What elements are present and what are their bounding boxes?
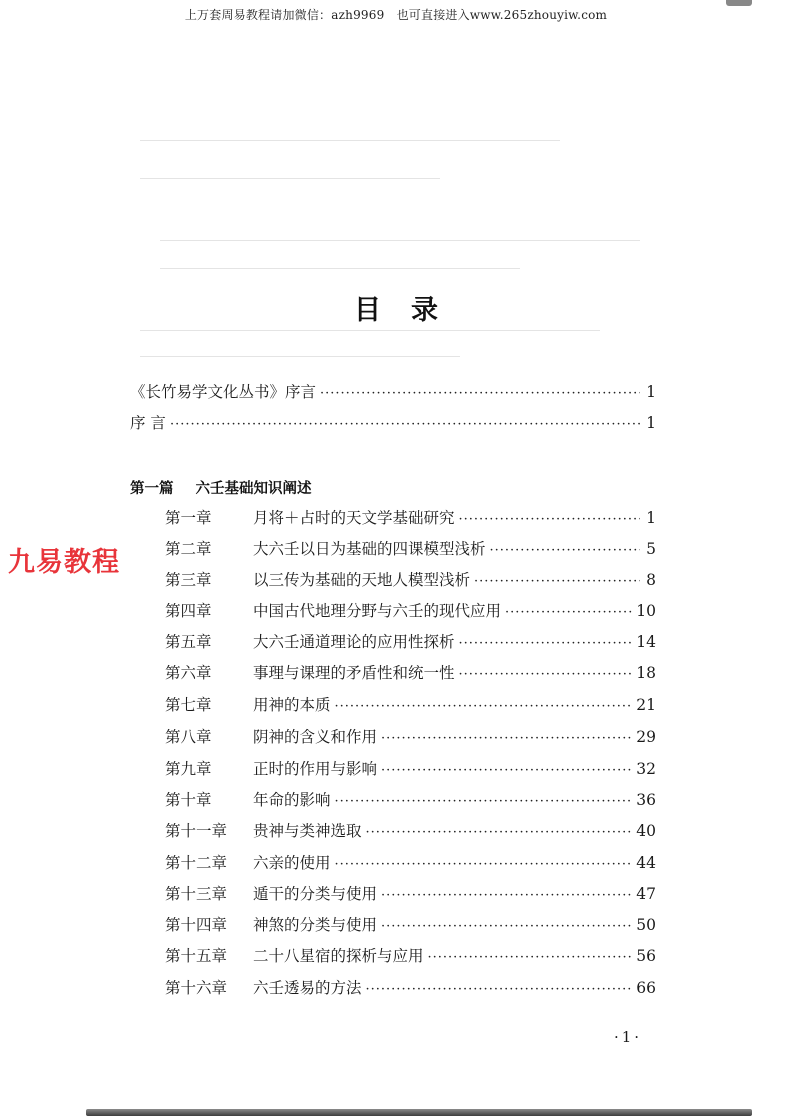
toc-page-number: 18 [636,664,656,682]
toc-label: 《长竹易学文化丛书》序言 [130,383,317,401]
toc-page-number: 1 [646,383,656,401]
bleed-through-line [140,178,440,179]
toc-page-number: 10 [636,602,656,620]
toc-page-number: 66 [636,979,656,997]
chapter-number: 第十一章 [165,822,228,840]
part-title-text: 六壬基础知识阐述 [195,481,312,497]
leader-dots [459,632,633,656]
chapter-number: 第一章 [165,509,212,527]
bleed-through-line [160,240,640,241]
toc-row-chapter[interactable] [165,944,656,968]
leader-dots [335,790,633,814]
leader-dots [366,978,633,1002]
chapter-number: 第八章 [165,728,212,746]
chapter-number: 第十六章 [165,979,228,997]
leader-dots [459,663,633,687]
chapter-title: 神煞的分类与使用 [253,916,378,934]
leader-dots [428,946,633,970]
chapter-number: 第六章 [165,664,212,682]
chapter-title: 年命的影响 [253,791,331,809]
chapter-title: 六壬透易的方法 [253,979,362,997]
toc-row-chapter[interactable] [165,913,656,937]
toc-page-number: 8 [646,571,656,589]
part-heading [130,477,312,498]
page-folio: ·1· [614,1028,643,1046]
chapter-title: 中国古代地理分野与六壬的现代应用 [253,602,502,620]
chapter-number: 第七章 [165,696,212,714]
toc-row-chapter[interactable] [165,725,656,749]
toc-page-number: 44 [636,854,656,872]
scan-bottom-edge [86,1109,752,1116]
toc-row-chapter[interactable] [165,661,656,685]
toc-page-number: 56 [636,947,656,965]
chapter-title: 二十八星宿的探析与应用 [253,947,424,965]
toc-page-number: 40 [636,822,656,840]
toc-row-chapter[interactable] [165,819,656,843]
corner-mark [726,0,752,6]
page-title: 目录 [354,295,468,326]
chapter-number: 第十五章 [165,947,228,965]
leader-dots [335,695,633,719]
chapter-number: 第三章 [165,571,212,589]
toc-row-series-preface[interactable] [130,380,656,404]
leader-dots [505,601,632,625]
page-header: 上万套周易教程请加微信：azh9969 也可直接进入www.265zhouyiw.com [184,8,608,22]
chapter-number: 第十二章 [165,854,228,872]
toc-page-number: 1 [646,414,656,432]
chapter-number: 第九章 [165,760,212,778]
toc-page-number: 50 [636,916,656,934]
toc-page-number: 47 [636,885,656,903]
bleed-through-line [140,140,560,141]
chapter-title: 正时的作用与影响 [253,760,378,778]
leader-dots [474,570,640,594]
chapter-number: 第十三章 [165,885,228,903]
leader-dots [366,821,633,845]
toc-page-number: 14 [636,633,656,651]
toc-row-chapter[interactable] [165,506,656,530]
chapter-number: 第二章 [165,540,212,558]
toc-label: 序 言 [130,414,166,432]
toc-row-chapter[interactable] [165,788,656,812]
toc-row-chapter[interactable] [165,851,656,875]
chapter-title: 阴神的含义和作用 [253,728,378,746]
toc-row-chapter[interactable] [165,757,656,781]
chapter-title: 以三传为基础的天地人模型浅析 [253,571,471,589]
toc-row-chapter[interactable] [165,976,656,1000]
toc-page-number: 21 [636,696,656,714]
chapter-title: 事理与课理的矛盾性和统一性 [253,664,455,682]
part-number: 第一篇 [130,481,174,497]
leader-dots [490,539,640,563]
leader-dots [170,413,640,437]
leader-dots [381,915,632,939]
chapter-title: 贵神与类神选取 [253,822,362,840]
toc-row-chapter[interactable] [165,630,656,654]
leader-dots [381,884,632,908]
toc-row-chapter[interactable] [165,693,656,717]
chapter-number: 第十四章 [165,916,228,934]
chapter-title: 月将＋占时的天文学基础研究 [253,509,455,527]
bleed-through-line [140,330,600,331]
toc-page-number: 5 [646,540,656,558]
chapter-title: 用神的本质 [253,696,331,714]
bleed-through-line [160,268,520,269]
toc-row-chapter[interactable] [165,537,656,561]
chapter-number: 第五章 [165,633,212,651]
chapter-title: 大六壬以日为基础的四课模型浅析 [253,540,486,558]
toc-row-chapter[interactable] [165,599,656,623]
bleed-through-line [140,356,460,357]
toc-page-number: 32 [636,760,656,778]
toc-row-preface[interactable] [130,411,656,435]
toc-page-number: 29 [636,728,656,746]
toc-row-chapter[interactable] [165,568,656,592]
chapter-title: 遁干的分类与使用 [253,885,378,903]
chapter-title: 大六壬通道理论的应用性探析 [253,633,455,651]
chapter-number: 第四章 [165,602,212,620]
toc-page-number: 36 [636,791,656,809]
leader-dots [381,727,632,751]
leader-dots [335,853,633,877]
toc-row-chapter[interactable] [165,882,656,906]
chapter-number: 第十章 [165,791,212,809]
watermark-logo: 九易教程 [8,547,120,578]
leader-dots [459,508,640,532]
toc-page-number: 1 [646,509,656,527]
leader-dots [381,759,632,783]
leader-dots [320,382,640,406]
chapter-title: 六亲的使用 [253,854,331,872]
